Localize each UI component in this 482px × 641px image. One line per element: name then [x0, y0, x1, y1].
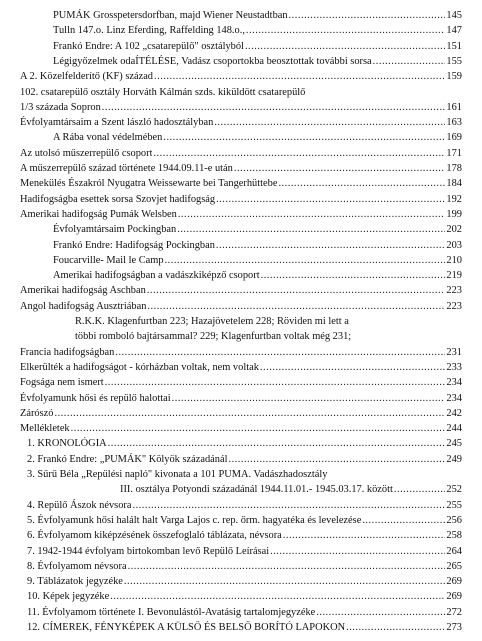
toc-entry-title: III. osztálya Potyondi századánál 1944.11.01.- 1945.03.17. között	[120, 484, 393, 496]
toc-entry-title: 3. Sűrű Béla „Repülési napló" kivonata a 101 PUMA. Vadászhadosztály	[27, 469, 328, 480]
toc-page-number: 151	[446, 40, 462, 52]
toc-entry-title: 102. csatarepülő osztály Horváth Kálmán szds. kiküldött csatarepülő	[20, 86, 306, 98]
toc-entry-title: Foucarville- Mail le Camp	[53, 254, 164, 266]
toc-entry-title: Amerikai hadifogság Pumák Welsben	[20, 208, 177, 220]
dot-leader	[153, 147, 445, 161]
toc-entry-title: Tulln 147.o. Linz Eferding, Raffelding 148.o.,	[53, 25, 245, 37]
toc-page-number: 223	[446, 285, 462, 297]
toc-row	[0, 392, 482, 406]
toc-row	[0, 131, 482, 145]
toc-entry[interactable]	[20, 162, 462, 176]
toc-entry-title: Menekülés Északról Nyugatra Weissewarte bei Tangerhüttebe	[20, 178, 278, 190]
toc-page-number: 242	[446, 407, 462, 419]
toc-entry-title: 1. KRONOLÓGIA	[27, 438, 107, 450]
dot-leader	[154, 70, 445, 84]
toc-row	[0, 24, 482, 38]
dot-leader	[102, 101, 446, 115]
toc-row	[0, 147, 482, 161]
dot-leader	[132, 499, 445, 513]
toc-entry[interactable]	[53, 239, 462, 253]
toc-row	[0, 422, 482, 436]
toc-entry[interactable]	[120, 483, 462, 497]
dot-leader	[289, 9, 446, 23]
toc-row	[0, 529, 482, 543]
toc-row	[0, 621, 482, 635]
toc-entry-title: 6. Évfolyamom kiképzésének összefoglaló táblázata, névsora	[27, 530, 282, 542]
toc-row	[0, 575, 482, 589]
toc-entry-title: A műszerrepülő század története 1944.09.11-e után	[20, 163, 233, 174]
toc-page-number: 272	[446, 606, 462, 618]
dot-leader	[394, 483, 446, 497]
toc-entry-title: Évfolyamunk hősi és repülő halottai	[20, 392, 171, 404]
toc-row	[0, 254, 482, 268]
dot-leader	[246, 24, 445, 38]
toc-entry-title: Hadifogságba esettek sorsa Szovjet hadifogság	[20, 193, 216, 205]
toc-entry[interactable]	[20, 346, 462, 360]
toc-page-number: 171	[446, 147, 462, 159]
toc-entry-title: többi romboló bajtársammal? 229; Klagenfurtban voltak még 231;	[75, 331, 352, 343]
toc-entry-title: Évfolyamtársaim a Szent lászló hadosztályban	[20, 117, 214, 129]
toc-row	[0, 193, 482, 207]
dot-leader	[108, 437, 446, 451]
toc-entry-title: A Rába vonal védelmében	[53, 132, 163, 144]
toc-entry[interactable]	[53, 9, 462, 23]
toc-page-number: 234	[446, 392, 462, 404]
toc-entry[interactable]	[53, 254, 462, 268]
toc-entry[interactable]	[20, 392, 462, 406]
toc-entry-title: A 2. Közelfelderítő (KF) század	[20, 71, 154, 83]
toc-entry-title: 11. Évfolyamom története I. Bevonulástól-Avatásig tartalomjegyzéke	[27, 606, 316, 618]
toc-page-number: 273	[446, 622, 462, 633]
toc-entry[interactable]	[27, 606, 462, 620]
toc-entry-title: Mellékletek	[20, 423, 70, 435]
toc-page-number: 178	[446, 163, 462, 174]
dot-leader	[165, 254, 446, 268]
dot-leader	[54, 407, 445, 421]
toc-page-number: 233	[446, 361, 462, 373]
toc-page-number: 249	[446, 453, 462, 465]
toc-entry[interactable]	[27, 499, 462, 513]
toc-entry-title: Francia hadifogságban	[20, 346, 115, 358]
toc-entry[interactable]	[20, 422, 462, 436]
toc-page-number: 264	[446, 545, 462, 557]
dot-leader	[214, 116, 445, 130]
toc-entry[interactable]	[20, 208, 462, 222]
toc-row	[0, 514, 482, 528]
toc-entry-title: Az utolsó műszerrepülő csoport	[20, 147, 153, 159]
dot-leader	[177, 223, 445, 237]
toc-entry-title: PUMÁK Grosspetersdorfban, majd Wiener Neustadtban	[53, 10, 288, 21]
toc-entry-title: 2. Frankó Endre: „PUMÁK" Kölyök századánál	[27, 453, 228, 465]
toc-page-number: 163	[446, 117, 462, 129]
toc-entry-title: 8. Évfolyamom névsora	[27, 560, 127, 572]
toc-row	[0, 116, 482, 130]
toc-page-number: 255	[446, 499, 462, 511]
toc-page-number: 252	[446, 484, 462, 496]
toc-page-number: 223	[446, 300, 462, 312]
dot-leader	[362, 514, 445, 528]
toc-entry[interactable]	[27, 560, 462, 574]
toc-page-number: 234	[446, 377, 462, 389]
toc-row	[0, 560, 482, 574]
toc-entry-title: Zárószó	[20, 407, 54, 419]
dot-leader	[110, 590, 445, 604]
dot-leader	[245, 40, 445, 54]
dot-leader	[178, 208, 446, 222]
dot-leader	[278, 177, 445, 191]
toc-row	[0, 223, 482, 237]
toc-row	[0, 499, 482, 513]
toc-page-number: 169	[446, 132, 462, 144]
dot-leader	[234, 162, 446, 176]
toc-entry[interactable]	[27, 514, 462, 528]
toc-row	[0, 101, 482, 115]
toc-entry[interactable]	[53, 40, 462, 54]
toc-page-number: 219	[446, 270, 462, 282]
toc-page-number: 265	[446, 560, 462, 572]
toc-row	[0, 208, 482, 222]
dot-leader	[316, 606, 445, 620]
toc-page-number: 210	[446, 254, 462, 266]
toc-row	[0, 407, 482, 421]
toc-entry[interactable]	[53, 269, 462, 283]
toc-page-number: 159	[446, 71, 462, 83]
toc-row	[0, 315, 482, 329]
toc-page-number: 256	[446, 514, 462, 526]
toc-entry[interactable]	[27, 545, 462, 559]
toc-entry[interactable]	[27, 575, 462, 589]
dot-leader	[373, 55, 446, 69]
toc-page-number: 231	[446, 346, 462, 358]
toc-entry-title: Amerikai hadifogság Aschban	[20, 285, 146, 297]
toc-entry[interactable]	[20, 147, 462, 161]
toc-entry[interactable]	[27, 529, 462, 543]
dot-leader	[270, 545, 445, 559]
toc-row	[0, 300, 482, 314]
toc-entry[interactable]	[20, 284, 462, 298]
dot-leader	[147, 284, 446, 298]
toc-entry-title: Frankó Endre: A 102 „csatarepülő" osztályból	[53, 40, 244, 52]
dot-leader	[124, 575, 446, 589]
toc-entry[interactable]	[20, 101, 462, 115]
toc-page-number: 245	[446, 438, 462, 450]
toc-entry[interactable]	[27, 590, 462, 604]
toc-entry-title: 7. 1942-1944 évfolyam birtokomban levő Repülő Leírásai	[27, 545, 270, 557]
toc-row	[0, 269, 482, 283]
toc-entry[interactable]	[20, 300, 462, 314]
toc-row	[0, 40, 482, 54]
toc-entry-title: 12. CÍMEREK, FÉNYKÉPEK A KÜLSŐ ÉS BELSŐ BORÍTÓ LAPOKON	[27, 622, 346, 633]
toc-page-number: 147	[446, 25, 462, 37]
toc-entry[interactable]	[20, 361, 462, 375]
toc-entry[interactable]	[20, 177, 462, 191]
toc-row	[0, 284, 482, 298]
toc-row	[0, 55, 482, 69]
toc-row	[0, 86, 482, 100]
toc-page-number: 258	[446, 530, 462, 542]
toc-entry[interactable]	[20, 407, 462, 421]
toc-entry-title: Fogsága nem ismert	[20, 377, 104, 389]
toc-entry[interactable]	[27, 621, 462, 635]
dot-leader	[228, 453, 445, 467]
toc-page-number: 269	[446, 576, 462, 588]
toc-page-number: 244	[446, 423, 462, 435]
toc-row	[0, 590, 482, 604]
dot-leader	[172, 392, 446, 406]
toc-entry[interactable]	[27, 437, 462, 451]
dot-leader	[71, 422, 446, 436]
toc-row	[0, 545, 482, 559]
toc-row	[0, 453, 482, 467]
toc-row	[0, 162, 482, 176]
toc-entry-title: Frankó Endre: Hadifogság Pockingban	[53, 239, 215, 251]
toc-page-number: 203	[446, 239, 462, 251]
dot-leader	[163, 131, 445, 145]
toc-entry[interactable]	[20, 116, 462, 130]
toc-entry-title: 9. Táblázatok jegyzéke	[27, 576, 123, 588]
toc-page-number: 269	[446, 591, 462, 603]
dot-leader	[105, 376, 446, 390]
toc-entry[interactable]	[53, 24, 462, 38]
toc-page-number: 155	[446, 55, 462, 67]
toc-entry[interactable]	[53, 223, 462, 237]
toc-row	[0, 606, 482, 620]
toc-entry[interactable]	[53, 55, 462, 69]
toc-page-number: 192	[446, 193, 462, 205]
toc-entry[interactable]	[27, 453, 462, 467]
toc-row	[0, 346, 482, 360]
dot-leader	[115, 346, 445, 360]
toc-entry[interactable]	[20, 193, 462, 207]
toc-page-number: 184	[446, 178, 462, 190]
toc-entry[interactable]	[53, 131, 462, 145]
toc-entry-title: Légigyőzelmek odaÍTÉLÉSE, Vadász csoportokba beosztottak további sorsa	[53, 55, 372, 67]
toc-row	[0, 177, 482, 191]
toc-row	[0, 361, 482, 375]
toc-page-number: 202	[446, 224, 462, 236]
toc-entry-title: 10. Képek jegyzéke	[27, 591, 110, 603]
toc-entry-title: 5. Évfolyamunk hősi halált halt Varga Lajos c. rep. őrm. hagyatéka és levelezése	[27, 514, 362, 526]
toc-page-number: 145	[446, 10, 462, 21]
toc-row	[0, 9, 482, 23]
dot-leader	[216, 193, 445, 207]
dot-leader	[261, 269, 446, 283]
toc-entry[interactable]	[20, 376, 462, 390]
toc-entry[interactable]	[20, 70, 462, 84]
toc-row	[0, 437, 482, 451]
toc-row	[0, 239, 482, 253]
toc-entry-title: R.K.K. Klagenfurtban 223; Hazajövetelem 228; Röviden mi lett a	[75, 316, 349, 327]
toc-entry-title: 4. Repülő Ászok névsora	[27, 499, 132, 511]
toc-row	[0, 330, 482, 344]
toc-entry-title: Elkerülték a hadifogságot - kórházban voltak, nem voltak	[20, 361, 259, 373]
toc-row	[0, 468, 482, 482]
toc-entry-title: Amerikai hadifogságban a vadászkiképző csoport	[53, 270, 260, 282]
dot-leader	[283, 529, 446, 543]
dot-leader	[216, 239, 446, 253]
dot-leader	[128, 560, 446, 574]
toc-row	[0, 376, 482, 390]
toc-page-number: 199	[446, 208, 462, 220]
dot-leader	[346, 621, 445, 635]
toc-entry-title: Angol hadifogság Ausztriában	[20, 300, 147, 312]
toc-page-number: 161	[446, 101, 462, 113]
dot-leader	[147, 300, 445, 314]
toc-entry-title: Évfolyamtársaim Pockingban	[53, 224, 177, 236]
toc-row	[0, 483, 482, 497]
dot-leader	[260, 361, 445, 375]
toc-entry-title: 1/3 százada Sopron	[20, 101, 101, 113]
toc-row	[0, 70, 482, 84]
